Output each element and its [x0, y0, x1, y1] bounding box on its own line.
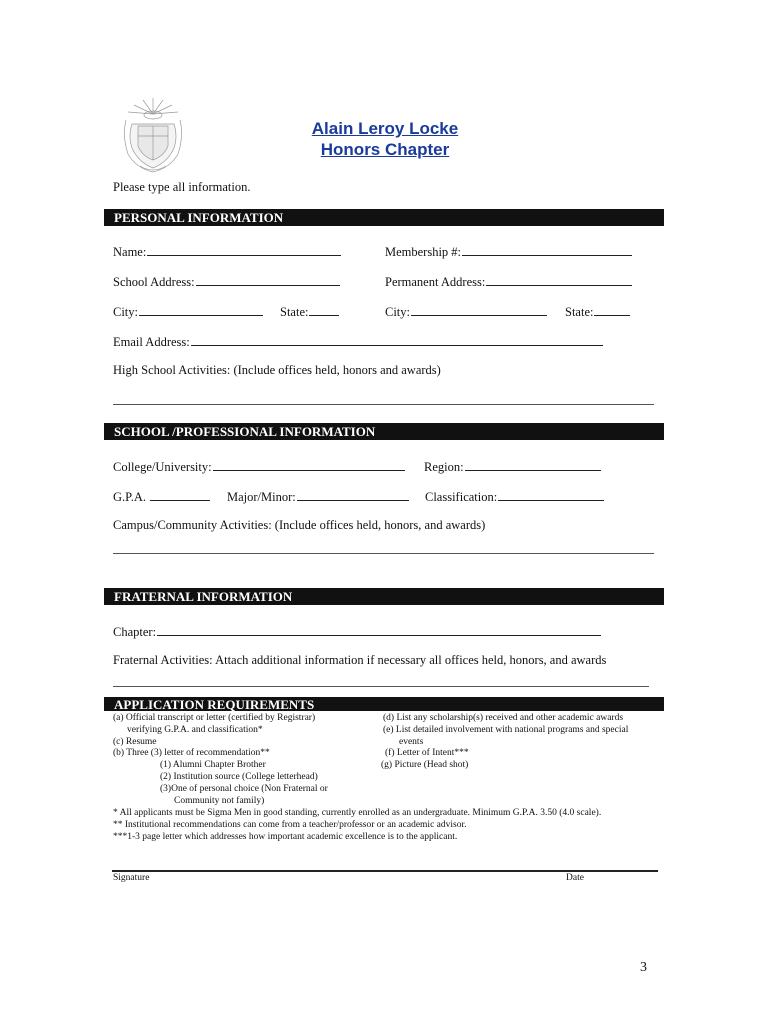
- signature-line[interactable]: [112, 870, 658, 872]
- school-info-heading: [104, 423, 664, 440]
- requirement-item: (d) List any scholarship(s) received and other academic awards: [383, 713, 624, 723]
- personal-info-heading: [104, 209, 664, 226]
- state-blank-2[interactable]: [594, 303, 630, 316]
- state-field-2[interactable]: [565, 303, 630, 320]
- requirement-item: events: [399, 736, 424, 747]
- personal-info-heading-label: PERSONAL INFORMATION: [114, 210, 284, 225]
- fraternity-crest-icon: [118, 96, 188, 174]
- requirement-note: * All applicants must be Sigma Men in good standing, currently enrolled as an undergraduate. Minimum G.P.A. 3.50 (4.0 scale).: [113, 808, 602, 818]
- page-number: 3: [640, 960, 647, 975]
- permanent-address-blank[interactable]: [486, 273, 632, 286]
- gpa-blank[interactable]: [150, 488, 210, 501]
- state-label-1: State:: [280, 305, 309, 319]
- campus-activities-label: Campus/Community Activities: (Include offices held, honors, and awards): [113, 518, 486, 532]
- name-label: Name:: [113, 245, 147, 259]
- region-label: Region:: [424, 460, 464, 474]
- city-field-2[interactable]: [385, 303, 547, 320]
- title-line-2: Honors Chapter: [320, 140, 450, 159]
- school-info-heading-label: SCHOOL /PROFESSIONAL INFORMATION: [114, 424, 376, 439]
- name-blank[interactable]: [147, 243, 341, 256]
- requirements-right-column: [383, 713, 628, 772]
- name-field[interactable]: [113, 243, 341, 260]
- requirement-item: (e) List detailed involvement with national programs and special: [383, 724, 629, 735]
- major-blank[interactable]: [297, 488, 409, 501]
- college-field[interactable]: [113, 458, 405, 475]
- requirement-item: Community not family): [174, 795, 265, 806]
- chapter-label: Chapter:: [113, 625, 157, 639]
- requirement-item: verifying G.P.A. and classification*: [127, 724, 263, 735]
- email-field[interactable]: [113, 333, 603, 350]
- school-address-blank[interactable]: [196, 273, 340, 286]
- state-label-2: State:: [565, 305, 594, 319]
- permanent-address-label: Permanent Address:: [385, 275, 486, 289]
- permanent-address-field[interactable]: [385, 273, 632, 290]
- requirement-note: ** Institutional recommendations can come from a teacher/professor or an academic advisor.: [113, 819, 467, 830]
- fraternal-activities-label: Fraternal Activities: Attach additional information if necessary all offices held, honors, and awards: [113, 653, 607, 667]
- membership-blank[interactable]: [462, 243, 632, 256]
- chapter-blank[interactable]: [157, 623, 601, 636]
- major-label: Major/Minor:: [227, 490, 296, 504]
- hs-activities-line[interactable]: [113, 404, 654, 405]
- requirement-item: (a) Official transcript or letter (certified by Registrar): [113, 713, 316, 723]
- classification-field[interactable]: [425, 488, 604, 505]
- college-blank[interactable]: [213, 458, 405, 471]
- requirement-item: (b) Three (3) letter of recommendation**: [113, 748, 270, 759]
- requirements-left-column: [113, 713, 328, 807]
- requirement-item: (g) Picture (Head shot): [381, 760, 469, 771]
- major-field[interactable]: [227, 488, 409, 505]
- chapter-title: [300, 118, 470, 160]
- instruction-text: Please type all information.: [113, 180, 251, 194]
- gpa-label: G.P.A.: [113, 490, 146, 504]
- email-blank[interactable]: [191, 333, 603, 346]
- fraternal-info-heading-label: FRATERNAL INFORMATION: [114, 589, 293, 604]
- region-field[interactable]: [424, 458, 601, 475]
- classification-blank[interactable]: [498, 488, 604, 501]
- chapter-field[interactable]: [113, 623, 601, 640]
- region-blank[interactable]: [465, 458, 601, 471]
- requirement-item: (f) Letter of Intent***: [385, 748, 469, 759]
- classification-label: Classification:: [425, 490, 498, 504]
- fraternal-activities-line[interactable]: [113, 686, 649, 687]
- fraternal-info-heading: [104, 588, 664, 605]
- school-address-label: School Address:: [113, 275, 195, 289]
- signature-label: Signature: [113, 873, 150, 883]
- hs-activities-label: High School Activities: (Include offices held, honors and awards): [113, 363, 441, 377]
- school-address-field[interactable]: [113, 273, 340, 290]
- gpa-field[interactable]: [113, 488, 210, 505]
- requirement-item: (3)One of personal choice (Non Fraternal or: [160, 783, 328, 794]
- state-field-1[interactable]: [280, 303, 339, 320]
- membership-label: Membership #:: [385, 245, 462, 259]
- requirements-notes: [113, 808, 601, 843]
- state-blank-1[interactable]: [309, 303, 339, 316]
- requirements-heading: [104, 697, 664, 711]
- requirements-heading-label: APPLICATION REQUIREMENTS: [114, 697, 315, 712]
- city-blank-2[interactable]: [411, 303, 547, 316]
- city-blank-1[interactable]: [139, 303, 263, 316]
- requirement-item: (1) Alumni Chapter Brother: [160, 760, 266, 771]
- email-label: Email Address:: [113, 335, 190, 349]
- requirement-item: (c) Resume: [113, 736, 157, 747]
- membership-field[interactable]: [385, 243, 632, 260]
- title-line-1: Alain Leroy Locke: [311, 119, 459, 138]
- requirement-note: ***1-3 page letter which addresses how important academic excellence is to the applicant.: [113, 831, 458, 842]
- campus-activities-line[interactable]: [113, 553, 654, 554]
- city-field-1[interactable]: [113, 303, 263, 320]
- date-label: Date: [566, 873, 584, 883]
- city-label-1: City:: [113, 305, 139, 319]
- requirement-item: (2) Institution source (College letterhead): [160, 771, 318, 782]
- city-label-2: City:: [385, 305, 411, 319]
- college-label: College/University:: [113, 460, 212, 474]
